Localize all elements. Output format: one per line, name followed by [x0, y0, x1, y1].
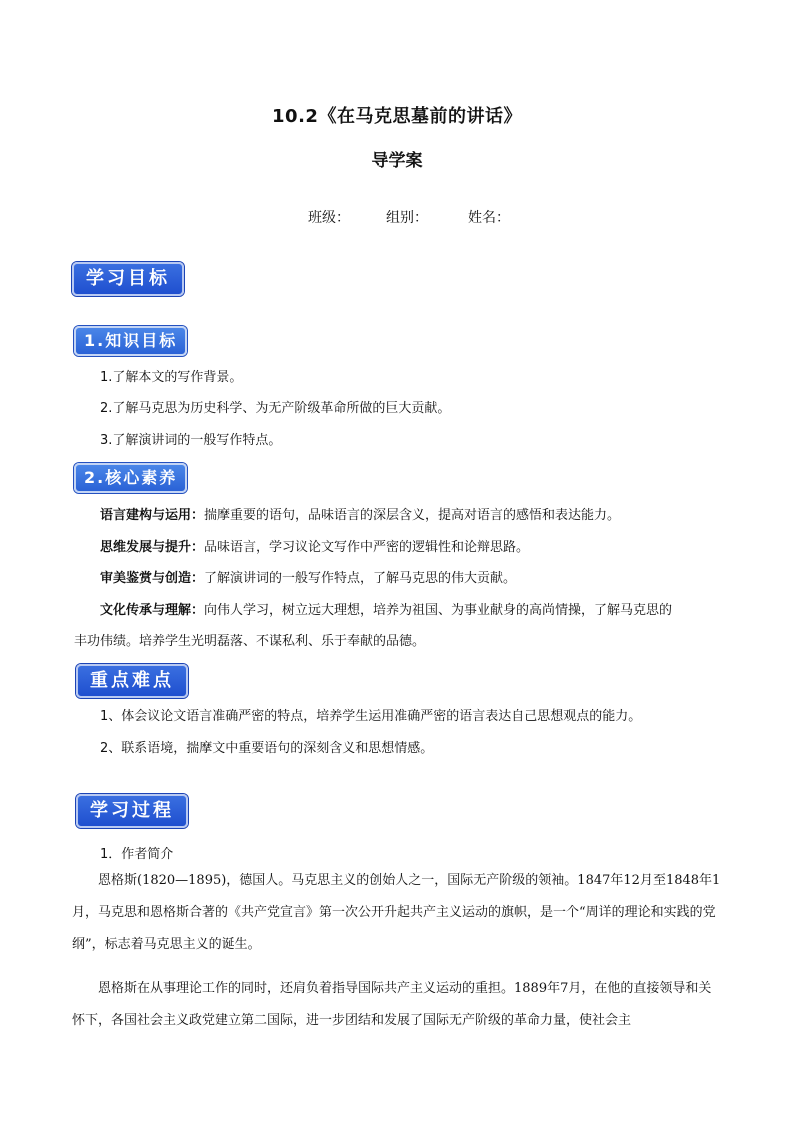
author-intro-paragraph: 恩格斯(1820—1895)，德国人。马克思主义的创始人之一，国际无产阶级的领袖。1847年12月至1848年1月，马克思和恩格斯合著的《共产党宣言》第一次公开升起共产主义运动的旗帜，是一个“周详的理论和实践的党纲”，标志着马克思主义的诞生。 — [72, 873, 721, 952]
literacy-text: 向伟人学习，树立远大理想，培养为祖国、为事业献身的高尚情操，了解马克思的 — [204, 603, 673, 618]
literacy-text: 揣摩重要的语句，品味语言的深层含义，提高对语言的感悟和表达能力。 — [204, 508, 621, 523]
literacy-item — [100, 507, 620, 525]
section-badge-process: 学习过程 — [76, 794, 188, 828]
section-badge-goals: 学习目标 — [72, 262, 184, 296]
subsection-badge-literacy: 2.核心素养 — [74, 463, 187, 493]
key-point-item: 1、体会议论文语言准确严密的特点，培养学生运用准确严密的语言表达自己思想观点的能力。 — [100, 709, 642, 724]
literacy-label: 审美鉴赏与创造： — [100, 571, 205, 586]
literacy-item — [100, 570, 516, 588]
literacy-label: 语言建构与运用： — [100, 508, 205, 523]
class-label: 班级： — [308, 210, 350, 226]
document-title: 10.2《在马克思墓前的讲话》 — [272, 106, 522, 127]
knowledge-item: 2.了解马克思为历史科学、为无产阶级革命所做的巨大贡献。 — [100, 401, 451, 416]
literacy-item — [100, 539, 529, 557]
group-label: 组别： — [386, 210, 428, 226]
key-point-item: 2、联系语境，揣摩文中重要语句的深刻含义和思想情感。 — [100, 741, 434, 756]
name-label: 姓名： — [468, 210, 510, 226]
literacy-label: 文化传承与理解： — [100, 603, 205, 618]
section-badge-key-points: 重点难点 — [76, 664, 188, 698]
subsection-badge-knowledge: 1.知识目标 — [74, 326, 187, 356]
author-intro-heading: 1．作者简介 — [100, 847, 174, 862]
literacy-item — [100, 602, 672, 620]
literacy-label: 思维发展与提升： — [100, 540, 205, 555]
literacy-item-continued: 丰功伟绩。培养学生光明磊落、不谋私利、乐于奉献的品德。 — [74, 634, 426, 649]
literacy-text: 品味语言，学习议论文写作中严密的逻辑性和论辩思路。 — [204, 540, 530, 555]
literacy-text: 了解演讲词的一般写作特点，了解马克思的伟大贡献。 — [204, 571, 517, 586]
knowledge-item: 3.了解演讲词的一般写作特点。 — [100, 433, 282, 448]
author-activity-paragraph: 恩格斯在从事理论工作的同时，还肩负着指导国际共产主义运动的重担。1889年7月，在他的直接领导和关怀下，各国社会主义政党建立第二国际，进一步团结和发展了国际无产阶级的革命力量，使社会主 — [72, 981, 712, 1028]
document-subtitle: 导学案 — [371, 151, 423, 171]
student-info-row — [308, 207, 510, 227]
knowledge-item: 1.了解本文的写作背景。 — [100, 370, 243, 385]
